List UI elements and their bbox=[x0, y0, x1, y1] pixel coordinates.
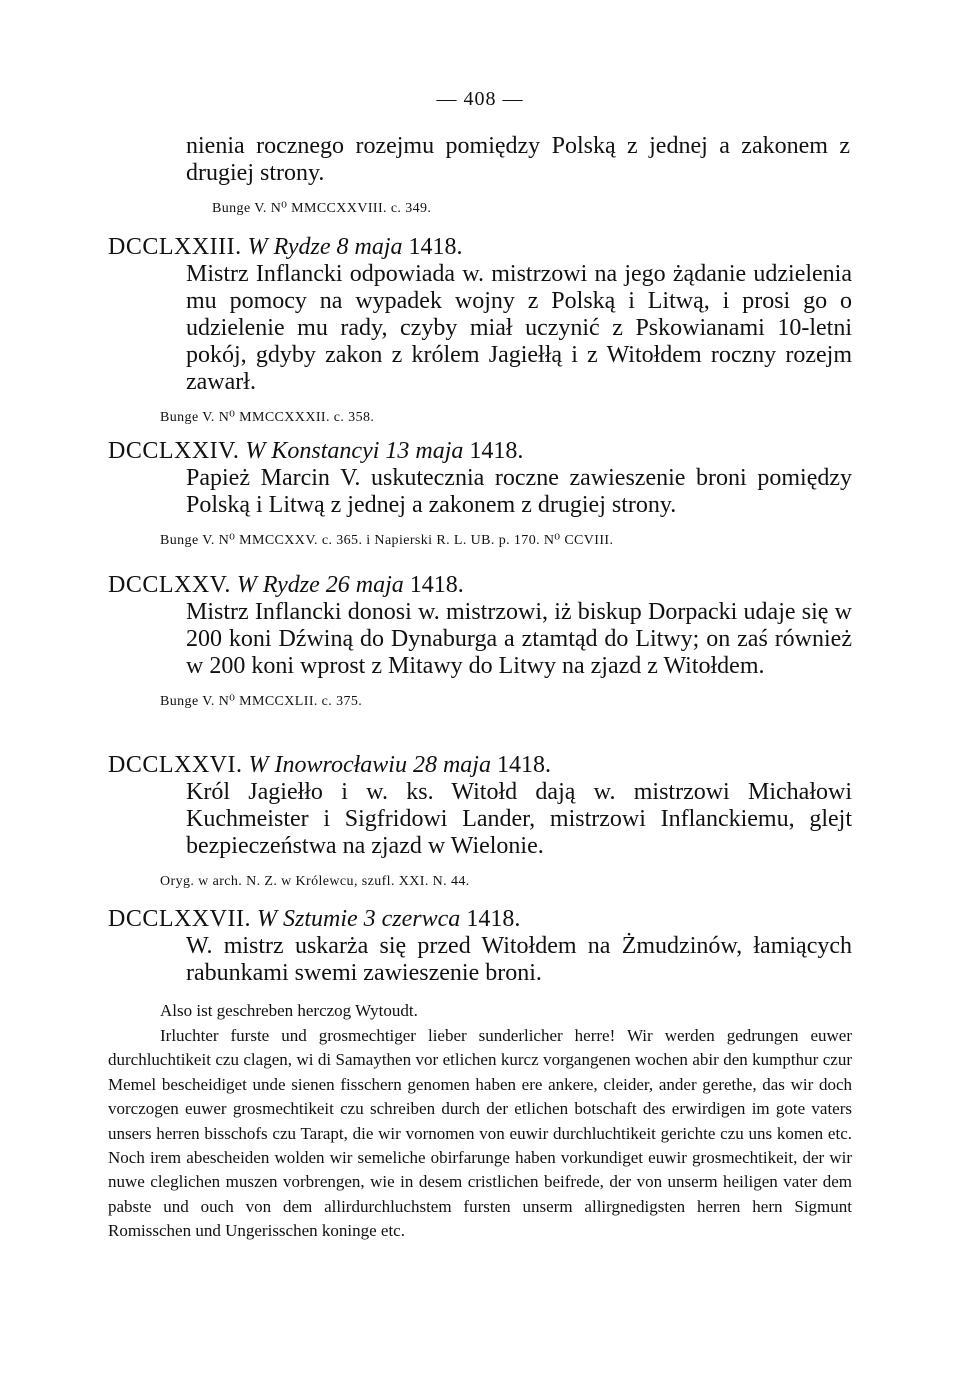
entry-year: 1418. bbox=[408, 234, 463, 260]
entry-number: DCCLXXIII. bbox=[108, 234, 242, 260]
continuation-text: nienia rocznego rozejmu pomiędzy Polską z jednej a zakonem z drugiej strony. bbox=[186, 133, 850, 186]
entry-number: DCCLXXVII. bbox=[108, 906, 251, 932]
entry-dcclxxvi bbox=[108, 752, 852, 891]
page-number: — 408 — bbox=[436, 88, 524, 110]
entry-body: Mistrz Inflancki odpowiada w. mistrzowi na jego żądanie udzielenia mu pomocy na wypadek wojny z Polską i Litwą, i prosi go o udzielenie mu rady, czyby miał uczynić z Pskowianami 10-letni pokój, gdyby zakon z królem Jagiełłą i z Witołdem roczny rozejm zawarł. bbox=[186, 261, 852, 395]
entry-number: DCCLXXIV. bbox=[108, 438, 240, 464]
entry-heading bbox=[108, 906, 852, 933]
entry-reference: Bunge V. N⁰ MMCCXXXII. c. 358. bbox=[160, 410, 375, 425]
entry-number: DCCLXXV. bbox=[108, 572, 231, 598]
entry-date: 28 maja bbox=[412, 752, 491, 778]
entry-year: 1418. bbox=[466, 906, 521, 932]
entry-year: 1418. bbox=[496, 752, 551, 778]
continuation-reference: Bunge V. N⁰ MMCCXXVIII. c. 349. bbox=[212, 201, 432, 216]
entry-body: W. mistrz uskarża się przed Witołdem na Żmudzinów, łamiących rabunkami swemi zawieszenie broni. bbox=[186, 933, 852, 986]
entry-place: W Inowrocławiu bbox=[248, 752, 407, 778]
entry-dcclxxvii bbox=[108, 906, 852, 987]
entry-place: W Rydze bbox=[236, 572, 320, 598]
entry-date: 13 maja bbox=[385, 438, 464, 464]
entry-place: W Sztumie bbox=[257, 906, 358, 932]
entry-body: Król Jagiełło i w. ks. Witołd dają w. mistrzowi Michałowi Kuchmeister i Sigfridowi Lander, mistrzowi Inflanckiemu, glejt bezpieczeństwa na zjazd w Wielonie. bbox=[186, 779, 852, 859]
entry-date: 8 maja bbox=[336, 234, 403, 260]
entry-heading bbox=[108, 438, 852, 465]
entry-reference: Bunge V. N⁰ MMCCXXV. c. 365. i Napierski R. L. UB. p. 170. N⁰ CCVIII. bbox=[160, 533, 614, 548]
entry-year: 1418. bbox=[469, 438, 524, 464]
entry-dcclxxv bbox=[108, 572, 852, 711]
entry-number: DCCLXXVI. bbox=[108, 752, 243, 778]
entry-dcclxxiv bbox=[108, 438, 852, 550]
entry-body: Papież Marcin V. uskutecznia roczne zawieszenie broni pomiędzy Polską i Litwą z jednej a zakonem z drugiej strony. bbox=[186, 465, 852, 518]
entry-body: Mistrz Inflancki donosi w. mistrzowi, iż biskup Dorpacki udaje się w 200 koni Dźwiną do Dynaburga a ztamtąd do Litwy; on zaś również w 200 koni wprost z Mitawy do Litwy na zjazd z Witołdem. bbox=[186, 599, 852, 679]
entry-dcclxxiii bbox=[108, 234, 852, 427]
entry-reference: Oryg. w arch. N. Z. w Królewcu, szufl. XXI. N. 44. bbox=[160, 874, 470, 889]
entry-reference: Bunge V. N⁰ MMCCXLII. c. 375. bbox=[160, 694, 363, 709]
german-letter-text bbox=[108, 1024, 852, 1244]
german-letter-paragraph: Irluchter furste und grosmechtiger lieber sunderlicher herre! Wir werden gedrungen euwer durchluchtikeit czu clagen, wi di Samaythen vor etlichen kurcz vorgangenen wochen abir den kumpthur czur Memel bescheidiget unde sienen fisschern genomen haben ere ankere, cleider, ander gerethe, das wir doch vorczogen euwer grosmechtikeit czu schreiben durch der etlichen botschaft des erwirdigen im gote vaters unsers herren bisschofs czu Tarapt, die wir vornomen von euwir durchluchtikeit gerichte czu uns komen etc. Noch irem abescheiden wolden wir semeliche obirfarunge haben vorkundiget euwir grosmechtikeit, der wir nuwe cleglichen muszen vorbrengen, wie in desem cristlichen beifrede, der von unserm heiligen vater dem pabste und ouch von dem allirdurchluchstem fursten unserm allirgnedigsten herren hern Sigmunt Romisschen und Ungerisschen koninge etc. bbox=[108, 1026, 852, 1241]
entry-place: W Rydze bbox=[247, 234, 331, 260]
entry-year: 1418. bbox=[409, 572, 464, 598]
entry-place: W Konstancyi bbox=[245, 438, 380, 464]
entry-date: 3 czerwca bbox=[363, 906, 461, 932]
entry-heading bbox=[108, 752, 852, 779]
german-letter-title: Also ist geschreben herczog Wytoudt. bbox=[160, 1001, 418, 1020]
entry-heading bbox=[108, 234, 852, 261]
entry-date: 26 maja bbox=[325, 572, 404, 598]
entry-heading bbox=[108, 572, 852, 599]
